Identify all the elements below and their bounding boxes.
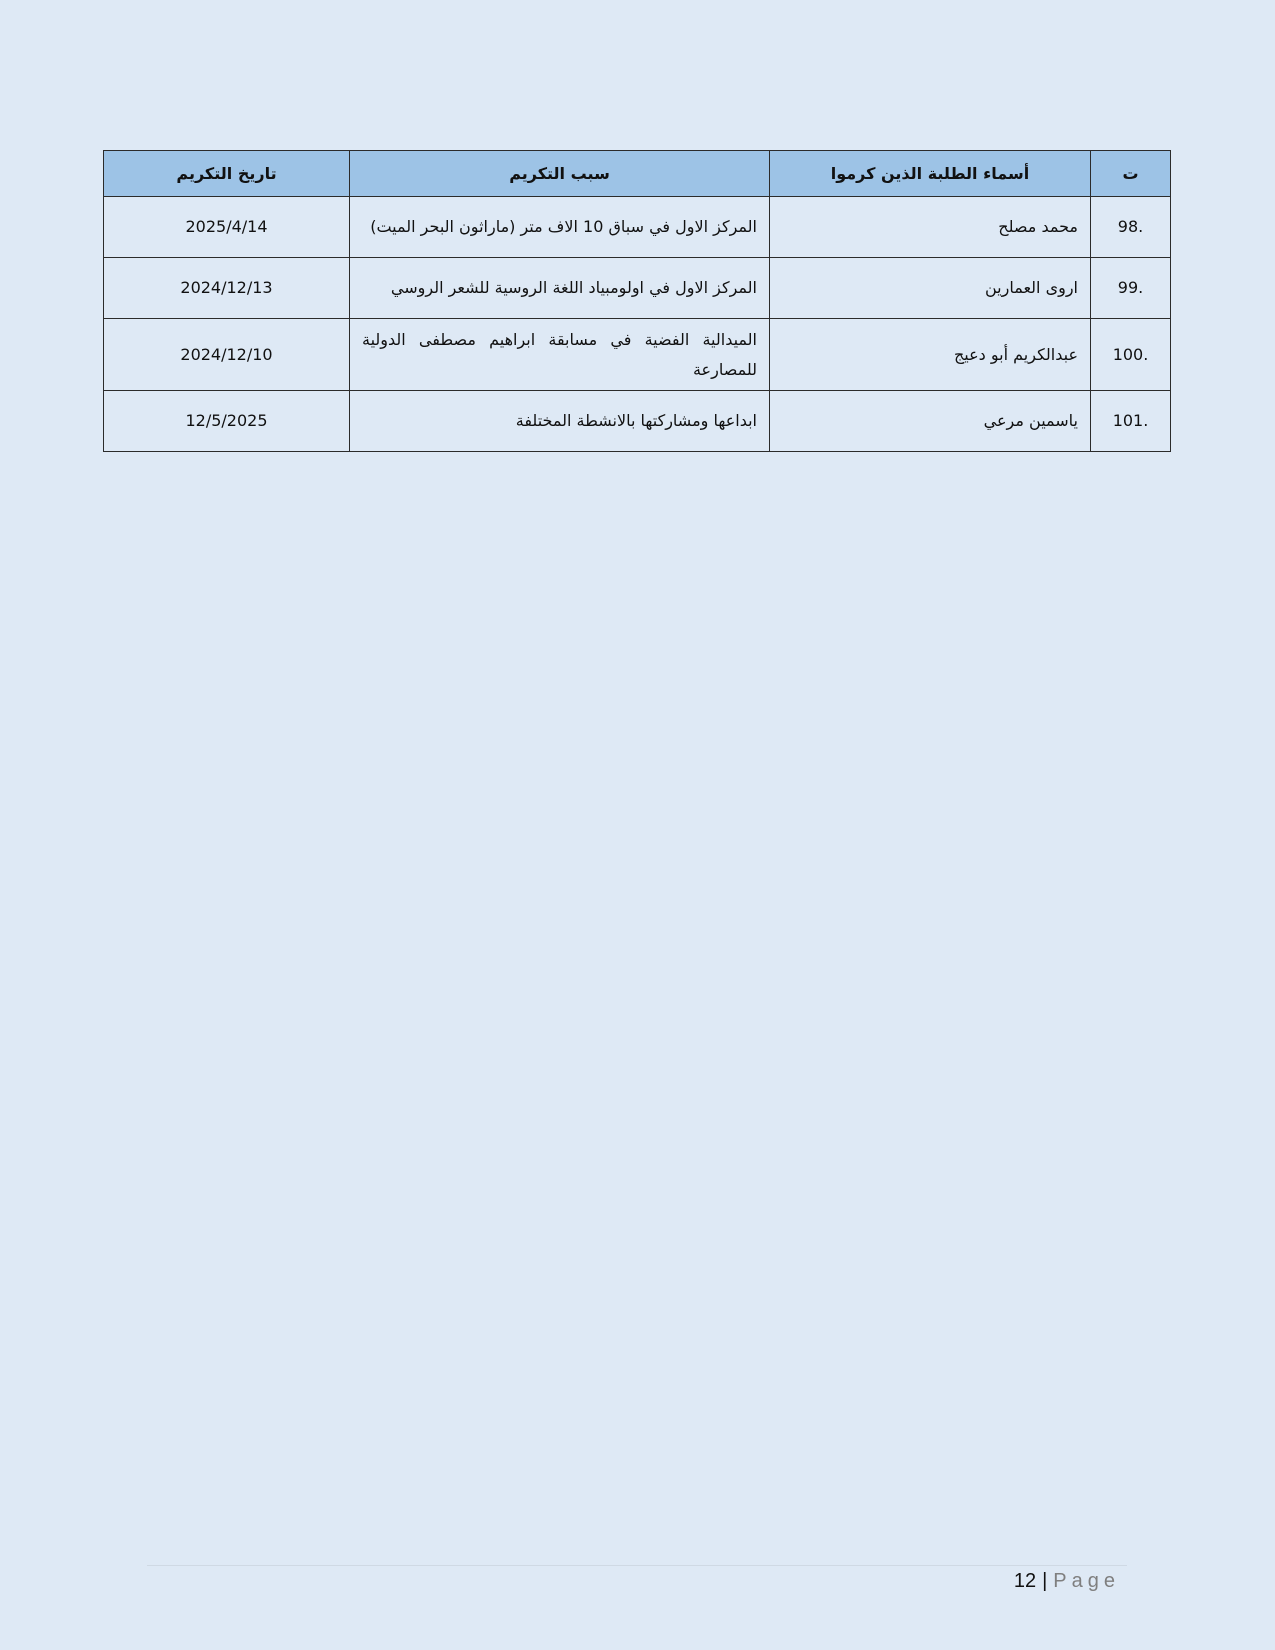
table-row: [104, 391, 1171, 452]
student-name: اروى العمارين: [770, 258, 1091, 319]
student-name: ياسمين مرعي: [770, 391, 1091, 452]
honor-date: 12/5/2025: [104, 391, 350, 452]
honor-reason: المركز الاول في اولومبياد اللغة الروسية للشعر الروسي: [350, 258, 770, 319]
row-number: 99.: [1091, 258, 1171, 319]
table-row: [104, 258, 1171, 319]
honorees-table-container: [103, 150, 1171, 452]
page-separator: |: [1042, 1570, 1048, 1592]
honor-reason: المركز الاول في سباق 10 الاف متر (ماراثون البحر الميت): [350, 197, 770, 258]
table-header-row: [104, 151, 1171, 197]
honor-reason: الميدالية الفضية في مسابقة ابراهيم مصطفى الدولية للمصارعة: [350, 319, 770, 391]
header-student-names: أسماء الطلبة الذين كرموا: [770, 151, 1091, 197]
honor-date: 2025/4/14: [104, 197, 350, 258]
page-number: 12: [1013, 1570, 1037, 1592]
footer-divider: [147, 1565, 1127, 1566]
row-number: 100.: [1091, 319, 1171, 391]
honor-date: 2024/12/10: [104, 319, 350, 391]
table-row: [104, 197, 1171, 258]
honor-date: 2024/12/13: [104, 258, 350, 319]
row-number: 101.: [1091, 391, 1171, 452]
page-label: Page: [1053, 1570, 1120, 1592]
header-number: ت: [1091, 151, 1171, 197]
row-number: 98.: [1091, 197, 1171, 258]
table-row: [104, 319, 1171, 391]
honorees-table: [103, 150, 1171, 452]
honor-reason: ابداعها ومشاركتها بالانشطة المختلفة: [350, 391, 770, 452]
student-name: عبدالكريم أبو دعيج: [770, 319, 1091, 391]
student-name: محمد مصلح: [770, 197, 1091, 258]
header-honor-date: تاريخ التكريم: [104, 151, 350, 197]
header-honor-reason: سبب التكريم: [350, 151, 770, 197]
page-footer: [1014, 1570, 1120, 1593]
